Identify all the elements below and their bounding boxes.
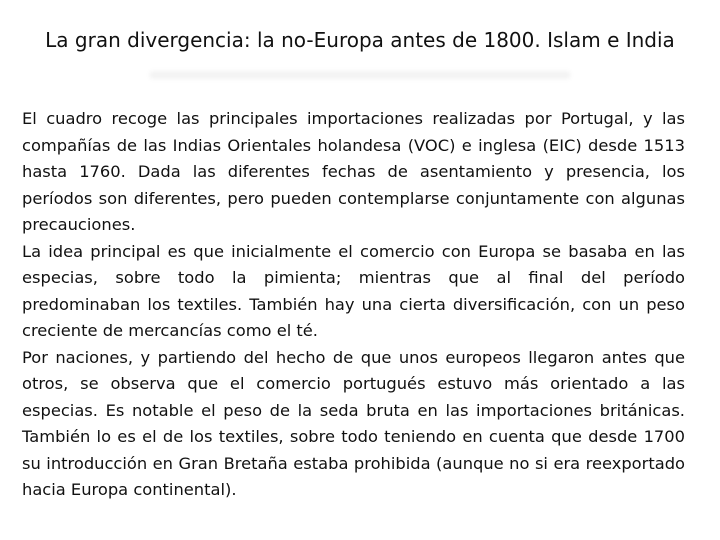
paragraph-by-nation: Por naciones, y partiendo del hecho de que unos europeos llegaron antes que otros, se observa que el comercio portugués estuvo más orientado a las especias. Es notable el peso de la seda bruta en las importaciones británicas. También lo es el de los textiles, sobre todo teniendo en cuenta que desde 1700 su introducción en Gran Bretaña estaba prohibida (aunque no si era reexportado hacia Europa continental). (22, 347, 685, 499)
faded-subtitle-artifact (150, 70, 570, 80)
paragraph-main-idea: La idea principal es que inicialmente el comercio con Europa se basaba en las especias, sobre todo la pimienta; mientras que al final del período predominaban los textiles. También hay una cierta diversificación, con un peso creciente de mercancías como el té. (22, 241, 685, 340)
paragraph-intro: El cuadro recoge las principales importaciones realizadas por Portugal, y las compañías de las Indias Orientales holandesa (VOC) e inglesa (EIC) desde 1513 hasta 1760. Dada las diferentes fechas de asentamiento y presencia, los períodos son diferentes, pero pueden contemplarse conjuntamente con algunas precauciones. (22, 109, 685, 234)
body-text (22, 106, 685, 504)
slide-title: La gran divergencia: la no-Europa antes de 1800. Islam e India (45, 28, 675, 52)
